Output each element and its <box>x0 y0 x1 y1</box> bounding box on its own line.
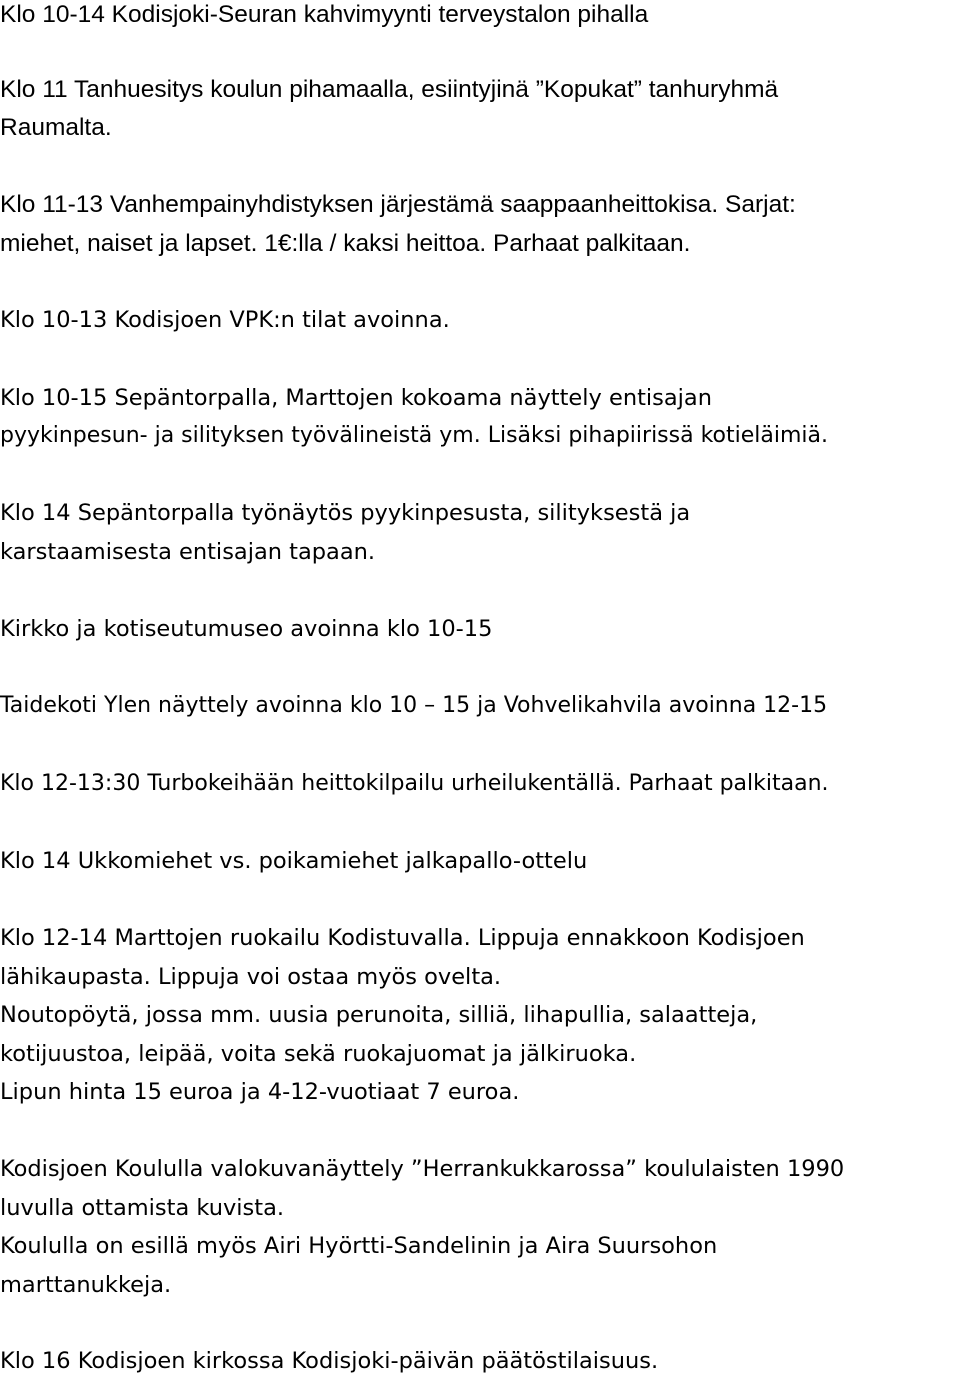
event-line: miehet, naiset ja lapset. 1€:lla / kaksi heittoa. Parhaat palkitaan. <box>0 230 691 257</box>
event-line: Lipun hinta 15 euroa ja 4-12-vuotiaat 7 euroa. <box>0 1079 520 1105</box>
event-line: luvulla ottamista kuvista. <box>0 1195 285 1221</box>
event-line: Klo 11 Tanhuesitys koulun pihamaalla, esiintyjinä ”Kopukat” tanhuryhmä <box>0 76 779 103</box>
event-line: Noutopöytä, jossa mm. uusia perunoita, silliä, lihapullia, salaatteja, <box>0 1002 758 1028</box>
event-line: Klo 12-14 Marttojen ruokailu Kodistuvalla. Lippuja ennakkoon Kodisjoen <box>0 925 805 951</box>
event-line: Kirkko ja kotiseutumuseo avoinna klo 10-15 <box>0 616 493 642</box>
event-line: Klo 10-15 Sepäntorpalla, Marttojen kokoama näyttely entisajan <box>0 385 712 411</box>
event-line: Klo 14 Ukkomiehet vs. poikamiehet jalkapallo-ottelu <box>0 848 588 874</box>
event-line: Klo 10-14 Kodisjoki-Seuran kahvimyynti terveystalon pihalla <box>0 1 649 28</box>
event-line: Klo 12-13:30 Turbokeihään heittokilpailu urheilukentällä. Parhaat palkitaan. <box>0 771 829 796</box>
event-line: lähikaupasta. Lippuja voi ostaa myös ovelta. <box>0 964 502 990</box>
event-line: Klo 14 Sepäntorpalla työnäytös pyykinpesusta, silityksestä ja <box>0 500 691 526</box>
event-line: kotijuustoa, leipää, voita sekä ruokajuomat ja jälkiruoka. <box>0 1041 637 1067</box>
event-line: Raumalta. <box>0 114 112 141</box>
event-line: Klo 11-13 Vanhempainyhdistyksen järjestämä saappaanheittokisa. Sarjat: <box>0 191 796 218</box>
event-line: Koululla on esillä myös Airi Hyörtti-Sandelinin ja Aira Suursohon <box>0 1233 718 1259</box>
event-line: pyykinpesun- ja silityksen työvälineistä ym. Lisäksi pihapiirissä kotieläimiä. <box>0 423 828 448</box>
event-line: Klo 10-13 Kodisjoen VPK:n tilat avoinna. <box>0 307 450 333</box>
event-line: karstaamisesta entisajan tapaan. <box>0 539 376 565</box>
event-line: Kodisjoen Koululla valokuvanäyttely ”Herrankukkarossa” koululaisten 1990 <box>0 1156 845 1182</box>
event-line: marttanukkeja. <box>0 1272 172 1298</box>
event-line: Taidekoti Ylen näyttely avoinna klo 10 – 15 ja Vohvelikahvila avoinna 12-15 <box>0 693 828 718</box>
event-line: Klo 16 Kodisjoen kirkossa Kodisjoki-päivän päätöstilaisuus. <box>0 1348 659 1374</box>
